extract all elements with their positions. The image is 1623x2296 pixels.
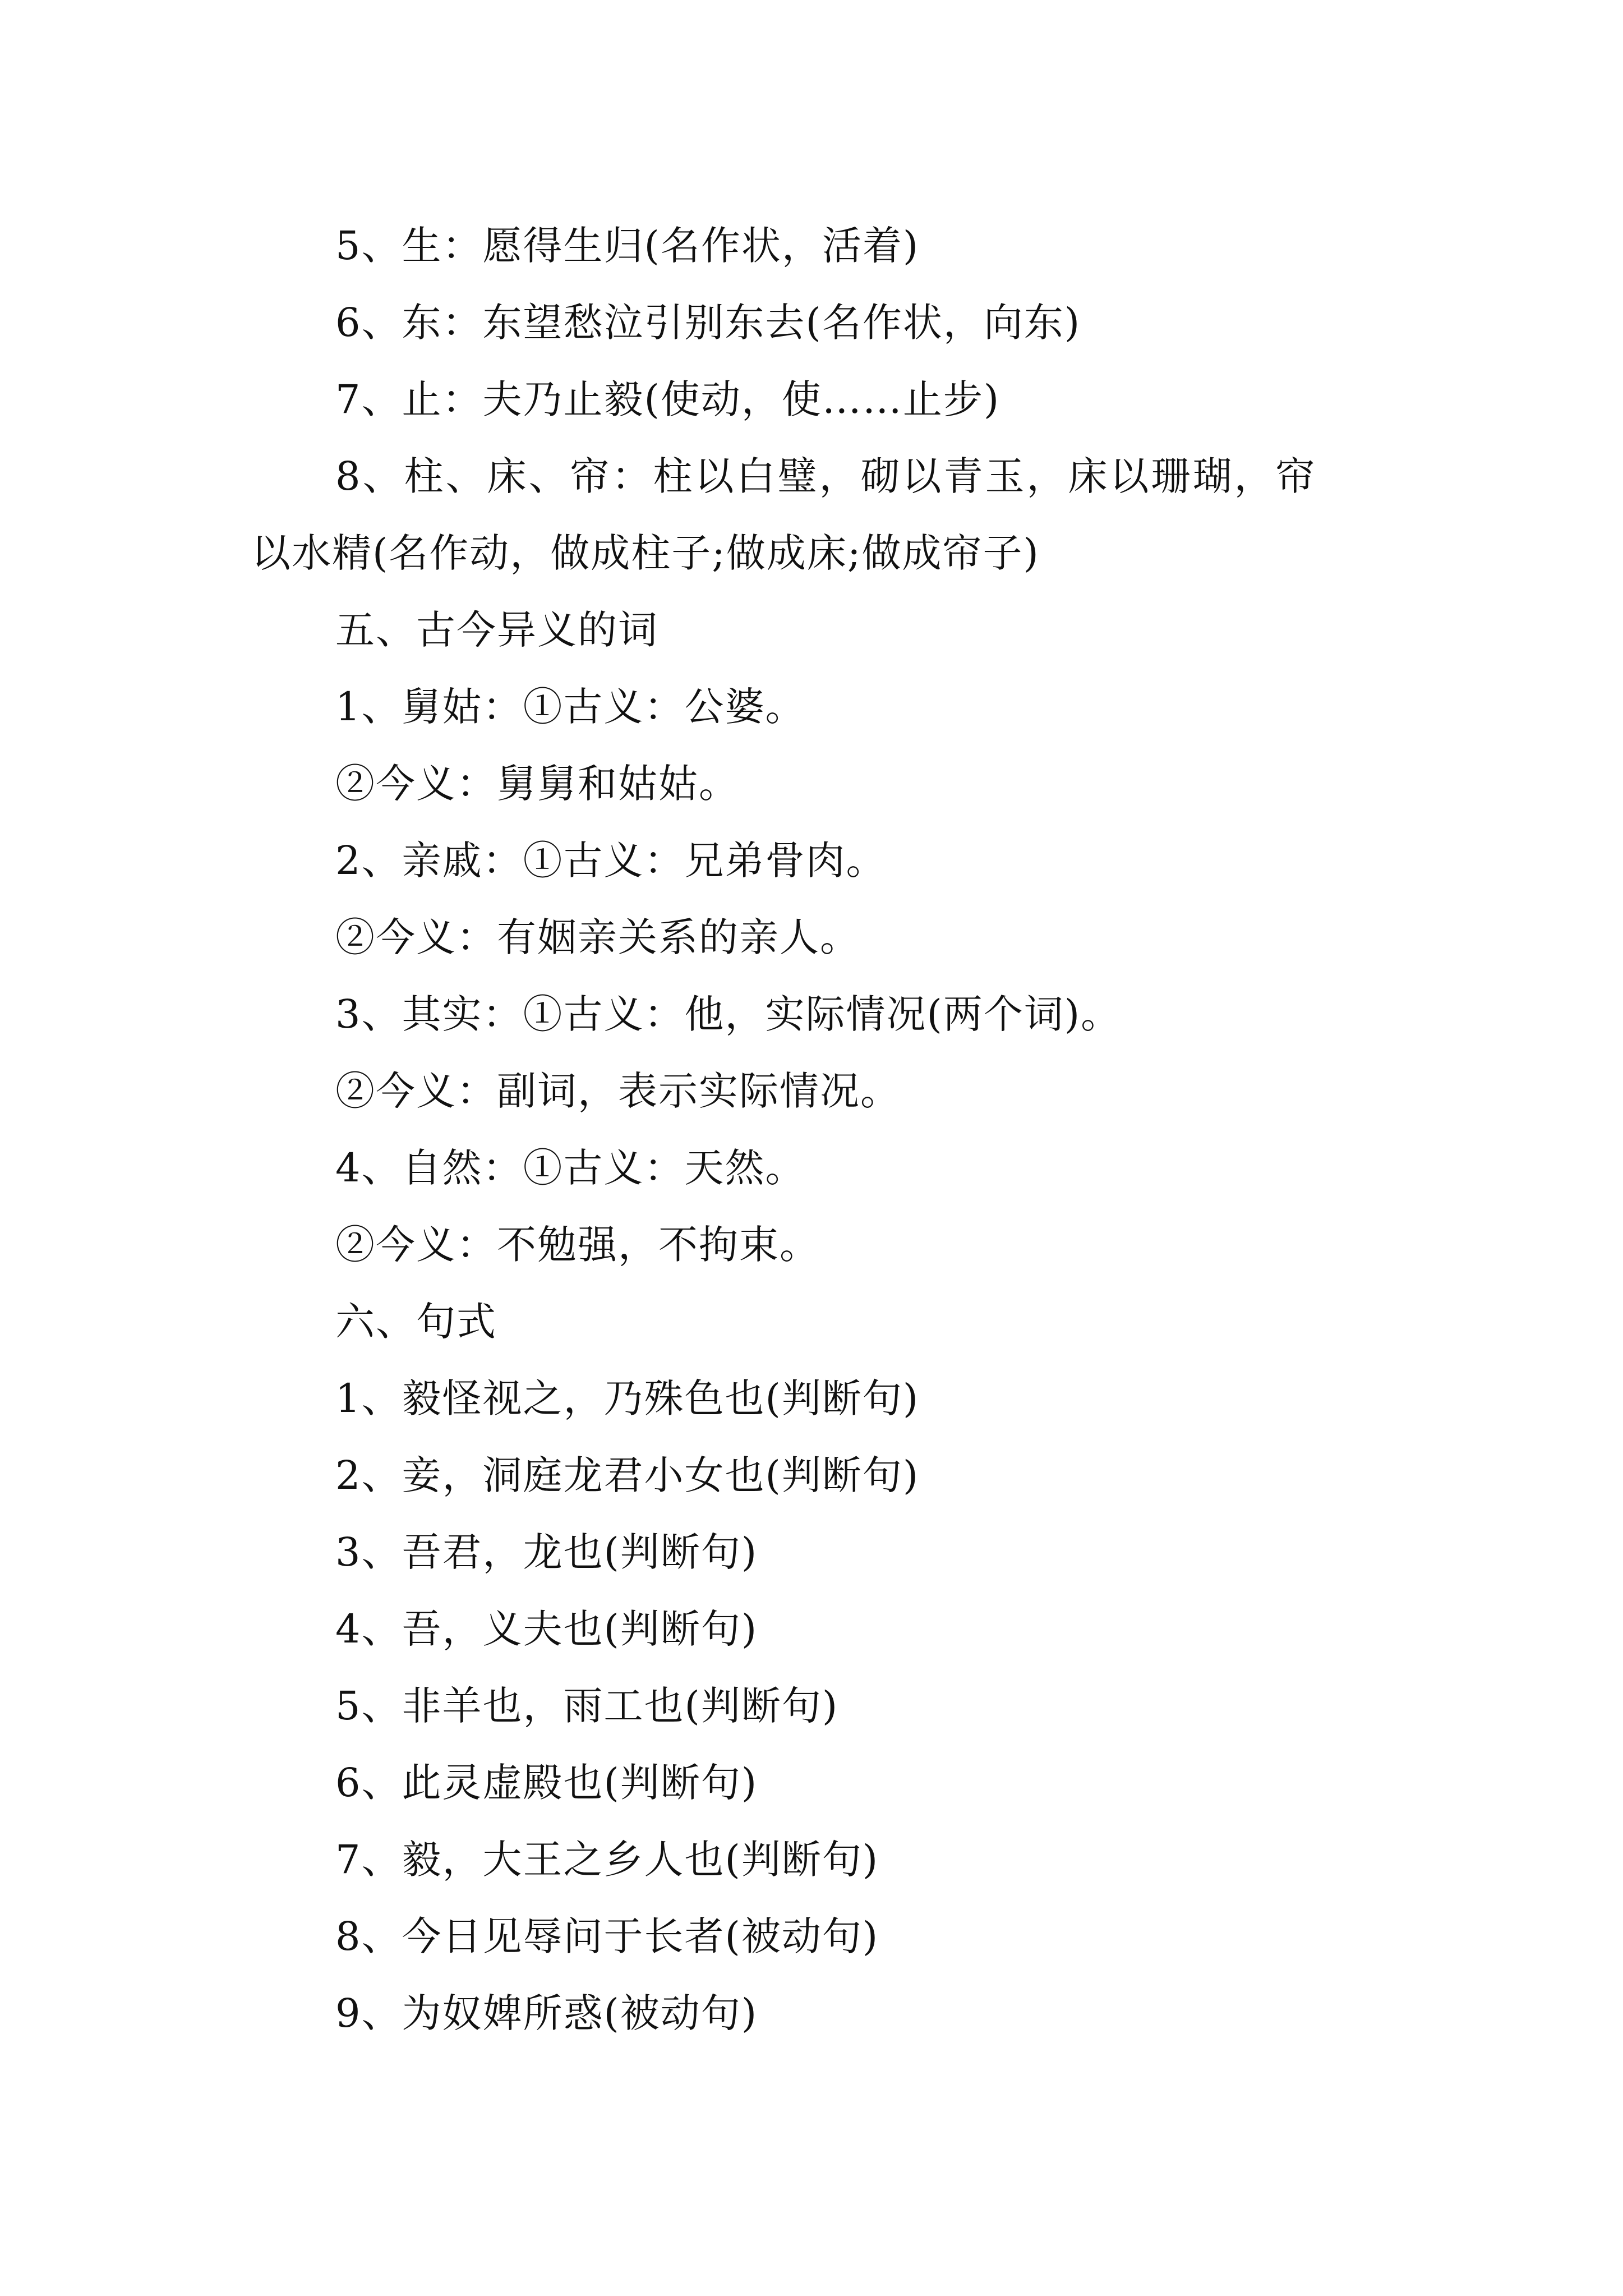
text-line: 8、今日见辱问于长者(被动句) [335, 1913, 879, 1959]
document-body [251, 208, 1401, 2052]
text-line: ②今义：有姻亲关系的亲人。 [335, 914, 860, 960]
text-line: ②今义：副词，表示实际情况。 [335, 1068, 901, 1114]
text-line: 6、东：东望愁泣引别东去(名作状，向东) [335, 300, 1081, 346]
text-line: 7、止：夫乃止毅(使动，使……止步) [335, 376, 1000, 422]
text-line: ②今义：舅舅和姑姑。 [335, 761, 739, 807]
text-line: 7、毅，大王之乡人也(判断句) [335, 1837, 879, 1883]
text-line: 3、吾君，龙也(判断句) [335, 1529, 758, 1575]
text-line: 9、为奴婢所惑(被动句) [335, 1990, 758, 2036]
text-line: 6、此灵虚殿也(判断句) [335, 1760, 758, 1806]
text-line: 8、柱、床、帘：柱以白璧，砌以青玉，床以珊瑚，帘 [335, 453, 1317, 499]
text-line: 4、自然：①古义：天然。 [335, 1145, 806, 1191]
section-heading: 六、句式 [335, 1299, 497, 1345]
text-line: 3、其实：①古义：他，实际情况(两个词)。 [335, 991, 1122, 1037]
text-line: 4、吾，义夫也(判断句) [335, 1606, 758, 1652]
text-line: 5、非羊也，雨工也(判断句) [335, 1683, 839, 1729]
text-line: 2、亲戚：①古义：兄弟骨肉。 [335, 838, 887, 884]
text-line: 5、生：愿得生归(名作状，活着) [335, 223, 920, 269]
text-line: ②今义：不勉强，不拘束。 [335, 1222, 820, 1268]
text-line: 2、妾，洞庭龙君小女也(判断句) [335, 1452, 920, 1498]
text-line: 1、舅姑：①古义：公婆。 [335, 684, 806, 730]
text-line-continuation: 以水精(名作动，做成柱子;做成床;做成帘子) [251, 530, 1040, 576]
section-heading: 五、古今异义的词 [335, 607, 658, 653]
text-line: 1、毅怪视之，乃殊色也(判断句) [335, 1375, 920, 1421]
